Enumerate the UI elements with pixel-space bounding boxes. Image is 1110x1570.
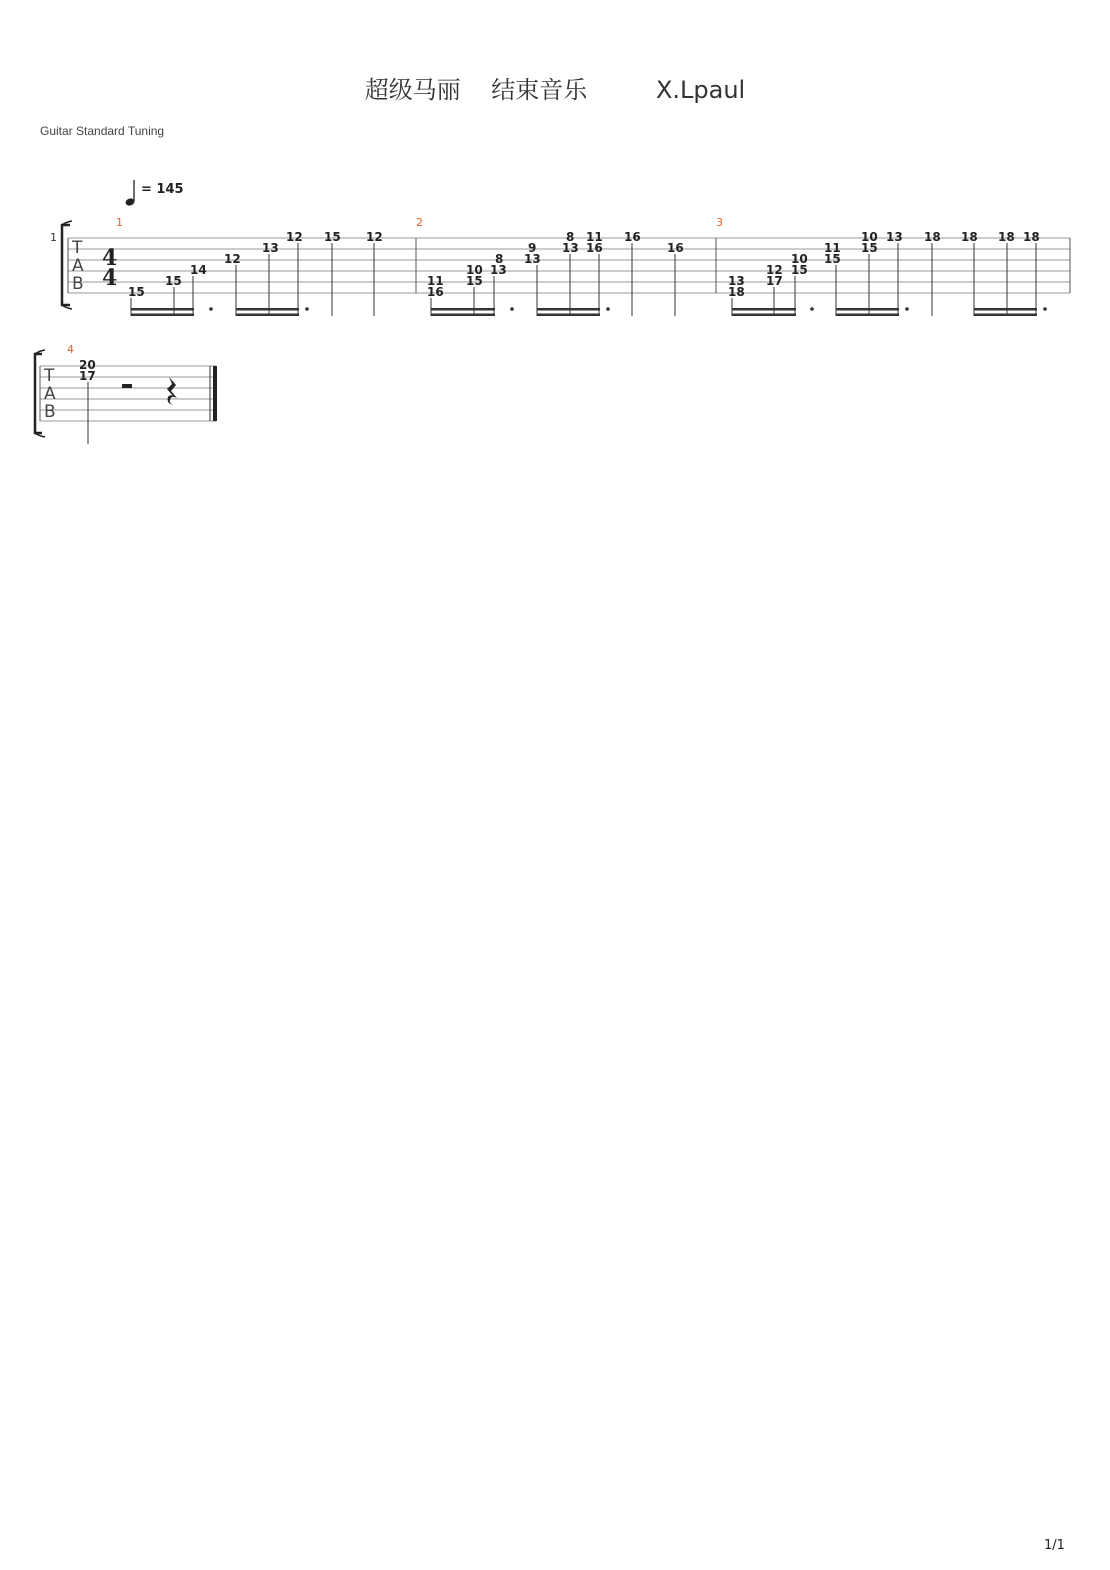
beams <box>732 308 1037 316</box>
fret-number: 10 <box>791 252 808 266</box>
fret-number: 9 <box>528 241 537 255</box>
fret-number: 20 <box>79 358 96 372</box>
tab-clef-t: T <box>72 238 83 258</box>
dot <box>510 307 514 311</box>
time-signature-top: 4 <box>102 245 118 271</box>
fret-number: 11 <box>586 230 603 244</box>
final-barline-thick <box>213 366 217 421</box>
quarter-rest-icon <box>167 377 177 405</box>
fret-number: 13 <box>886 230 903 244</box>
measure-number: 2 <box>416 216 423 229</box>
measure-number: 1 <box>116 216 123 229</box>
fret-number: 18 <box>998 230 1015 244</box>
system-1 <box>50 180 1070 316</box>
measure-3 <box>728 230 1047 316</box>
fret-number: 18 <box>1023 230 1040 244</box>
fret-number: 13 <box>524 252 541 266</box>
measure-1 <box>128 230 383 316</box>
fret-number: 12 <box>766 263 783 277</box>
fret-number: 15 <box>466 274 483 288</box>
fret-number: 18 <box>961 230 978 244</box>
fret-number: 15 <box>791 263 808 277</box>
fret-number: 13 <box>728 274 745 288</box>
fret-number: 12 <box>286 230 303 244</box>
fret-number: 13 <box>262 241 279 255</box>
fret-number: 15 <box>165 274 182 288</box>
measure-number: 4 <box>67 343 74 356</box>
dot <box>305 307 309 311</box>
staff-lines <box>40 366 216 421</box>
fret-number: 15 <box>861 241 878 255</box>
time-signature-bottom: 4 <box>102 265 118 291</box>
fret-number: 15 <box>824 252 841 266</box>
fret-number: 16 <box>667 241 684 255</box>
system-2 <box>35 343 217 444</box>
dot <box>810 307 814 311</box>
fret-number: 15 <box>128 285 145 299</box>
tab-clef-b: B <box>72 274 84 294</box>
fret-number: 11 <box>427 274 444 288</box>
fret-number: 10 <box>466 263 483 277</box>
fret-number: 14 <box>190 263 207 277</box>
beams <box>131 308 299 316</box>
beams <box>431 308 600 316</box>
fret-number: 13 <box>562 241 579 255</box>
fret-number: 8 <box>495 252 504 266</box>
fret-number: 11 <box>824 241 841 255</box>
tab-clef-a: A <box>44 384 56 404</box>
dot <box>905 307 909 311</box>
tab-clef-b: B <box>44 402 56 422</box>
measure-2 <box>427 230 684 316</box>
fret-number: 16 <box>624 230 641 244</box>
page-number: 1/1 <box>1044 1538 1065 1553</box>
tuning-label: Guitar Standard Tuning <box>40 124 165 138</box>
fret-number: 12 <box>224 252 241 266</box>
measure-number: 3 <box>716 216 723 229</box>
fret-number: 10 <box>861 230 878 244</box>
system-number: 1 <box>50 231 57 244</box>
fret-number: 16 <box>586 241 603 255</box>
measure-4 <box>79 358 177 444</box>
tab-clef-t: T <box>44 366 55 386</box>
dot <box>1043 307 1047 311</box>
fret-number: 15 <box>324 230 341 244</box>
dot <box>209 307 213 311</box>
tempo-text: = 145 <box>141 182 184 197</box>
dot <box>606 307 610 311</box>
fret-number: 8 <box>566 230 575 244</box>
fret-number: 18 <box>924 230 941 244</box>
tab-clef-a: A <box>72 256 84 276</box>
score-title: 超级马丽 结束音乐 X.Lpaul <box>364 76 746 104</box>
fret-number: 17 <box>79 369 96 383</box>
half-rest-icon <box>122 384 132 388</box>
tempo-marking <box>125 180 184 207</box>
fret-number: 18 <box>728 285 745 299</box>
fret-number: 13 <box>490 263 507 277</box>
fret-number: 16 <box>427 285 444 299</box>
fret-number: 17 <box>766 274 783 288</box>
fret-number: 12 <box>366 230 383 244</box>
